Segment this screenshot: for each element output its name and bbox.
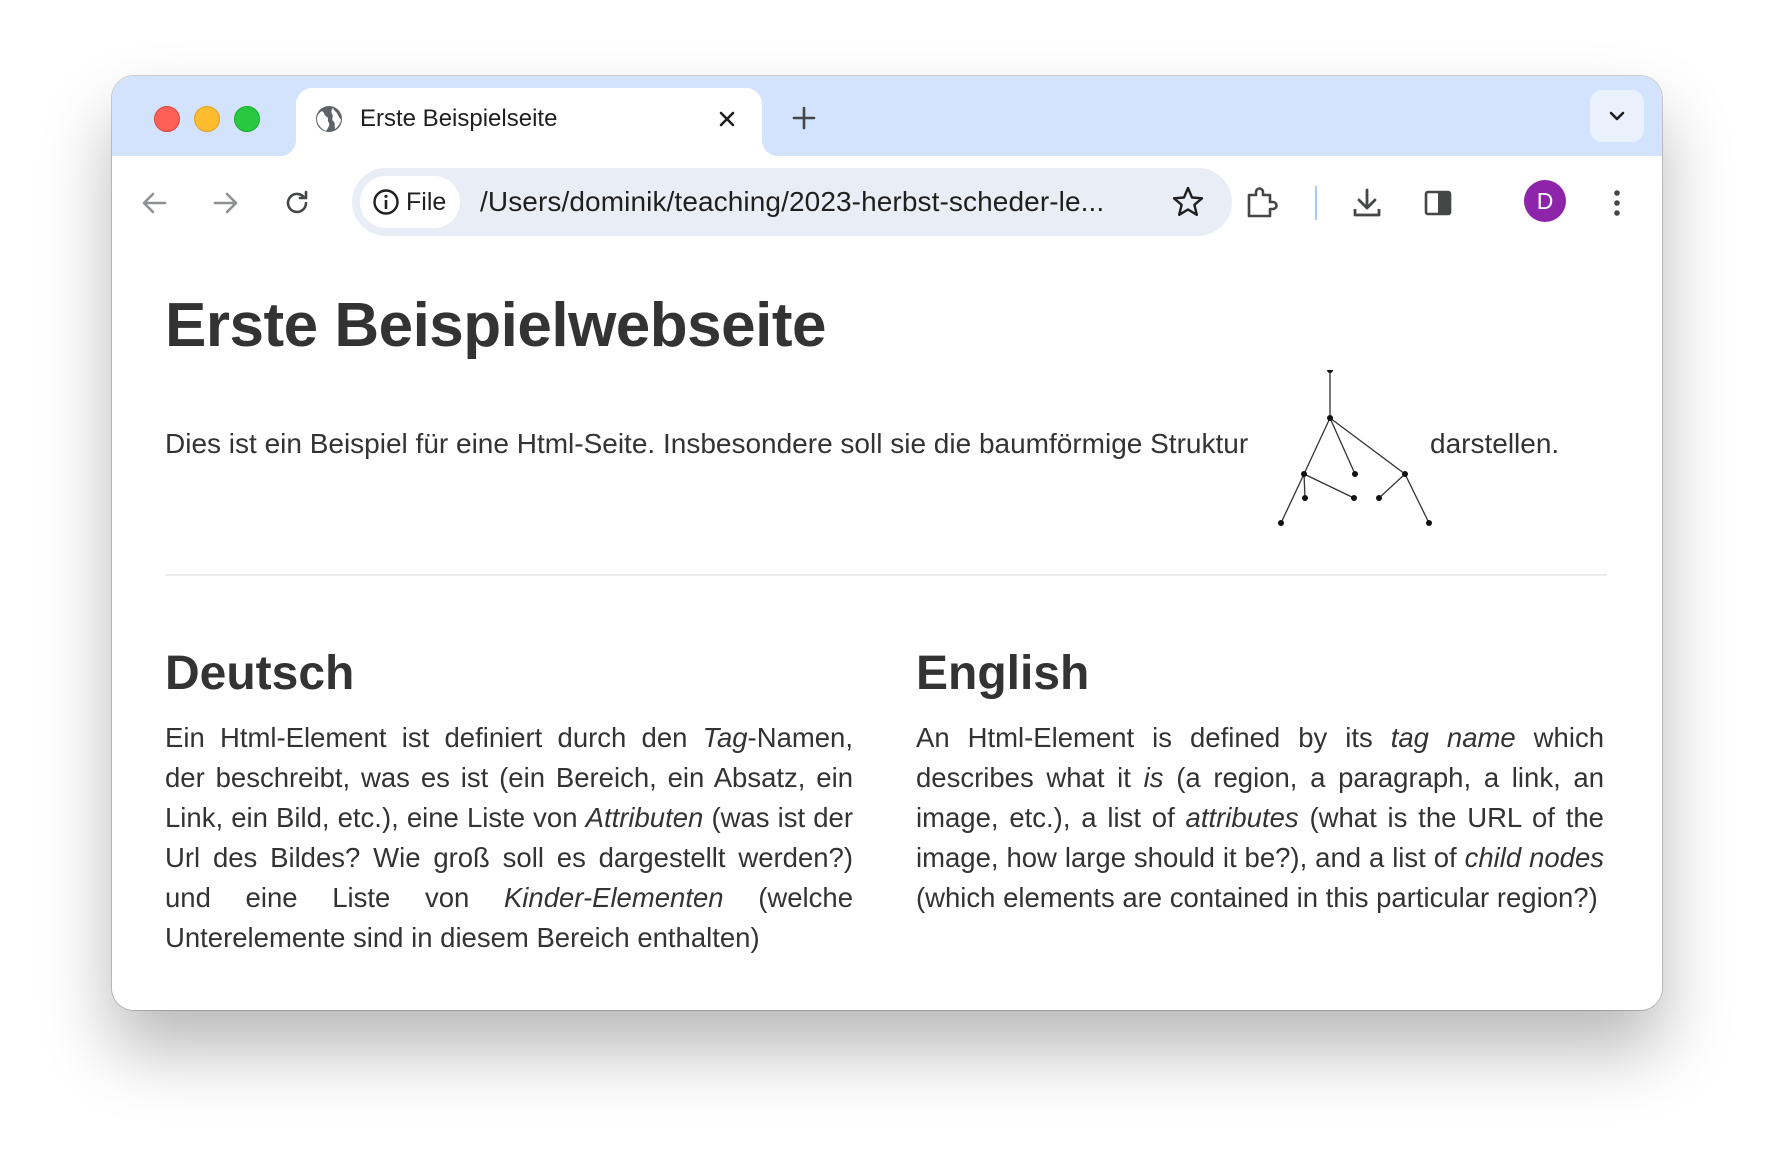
toolbar-divider	[1315, 186, 1317, 220]
toolbar	[112, 156, 1662, 252]
star-icon[interactable]	[1170, 184, 1206, 220]
english-paragraph: An Html-Element is defined by its tag name which describes what it is (a region, a paragraph, a link, an image, etc.), a list of attributes (what is the URL of the image, how large should it be?), and a list of child nodes (which elements are contained in this particular region?)	[916, 722, 1605, 913]
browser-window	[112, 76, 1662, 1010]
tab-search-button[interactable]	[1590, 90, 1644, 142]
close-icon[interactable]	[714, 106, 740, 132]
page-title: Erste Beispielwebseite	[165, 291, 826, 360]
tab-title: Erste Beispielseite	[360, 105, 558, 132]
globe-icon	[314, 104, 344, 134]
arrow-left-icon[interactable]	[136, 184, 174, 222]
chevron-down-icon	[1605, 104, 1629, 128]
puzzle-icon[interactable]	[1242, 184, 1280, 222]
tab-strip	[112, 76, 1662, 156]
download-icon[interactable]	[1348, 184, 1386, 222]
german-section	[165, 644, 853, 958]
intro-text: Dies ist ein Beispiel für eine Html-Seite. Insbesondere soll sie die baumförmige Struktur	[165, 428, 1249, 459]
address-bar[interactable]	[352, 168, 1232, 236]
english-heading: English	[916, 647, 1090, 700]
window-zoom-button[interactable]	[234, 106, 260, 132]
german-paragraph: Ein Html-Element ist definiert durch den Tag-Namen, der beschreibt, was es ist (ein Bereich, ein Absatz, ein Link, ein Bild, etc.), eine Liste von Attributen (was ist der Url des Bildes? Wie groß soll es dargestellt werden?) und eine Liste von Kinder-Elementen (welche Unterelemente sind in diesem Bereich enthalten)	[165, 722, 853, 953]
kebab-menu-icon[interactable]	[1598, 184, 1636, 222]
arrow-right-icon[interactable]	[206, 184, 244, 222]
site-info-chip[interactable]	[360, 176, 460, 228]
reload-icon[interactable]	[278, 184, 316, 222]
url-text[interactable]: /Users/dominik/teaching/2023-herbst-scheder-le...	[480, 186, 1105, 217]
profile-avatar[interactable]: D	[1524, 180, 1566, 222]
german-heading: Deutsch	[165, 647, 355, 700]
window-close-button[interactable]	[154, 106, 180, 132]
plus-icon[interactable]	[790, 104, 818, 132]
site-info-label: File	[406, 188, 447, 216]
tree-structure-image	[1262, 370, 1432, 540]
english-section	[916, 644, 1604, 918]
side-panel-icon[interactable]	[1419, 184, 1457, 222]
intro-text-end: darstellen.	[1430, 428, 1560, 459]
info-icon	[372, 188, 400, 216]
window-minimize-button[interactable]	[194, 106, 220, 132]
horizontal-rule	[165, 574, 1607, 576]
page-content	[112, 250, 1662, 1010]
tab-active[interactable]	[296, 88, 762, 156]
